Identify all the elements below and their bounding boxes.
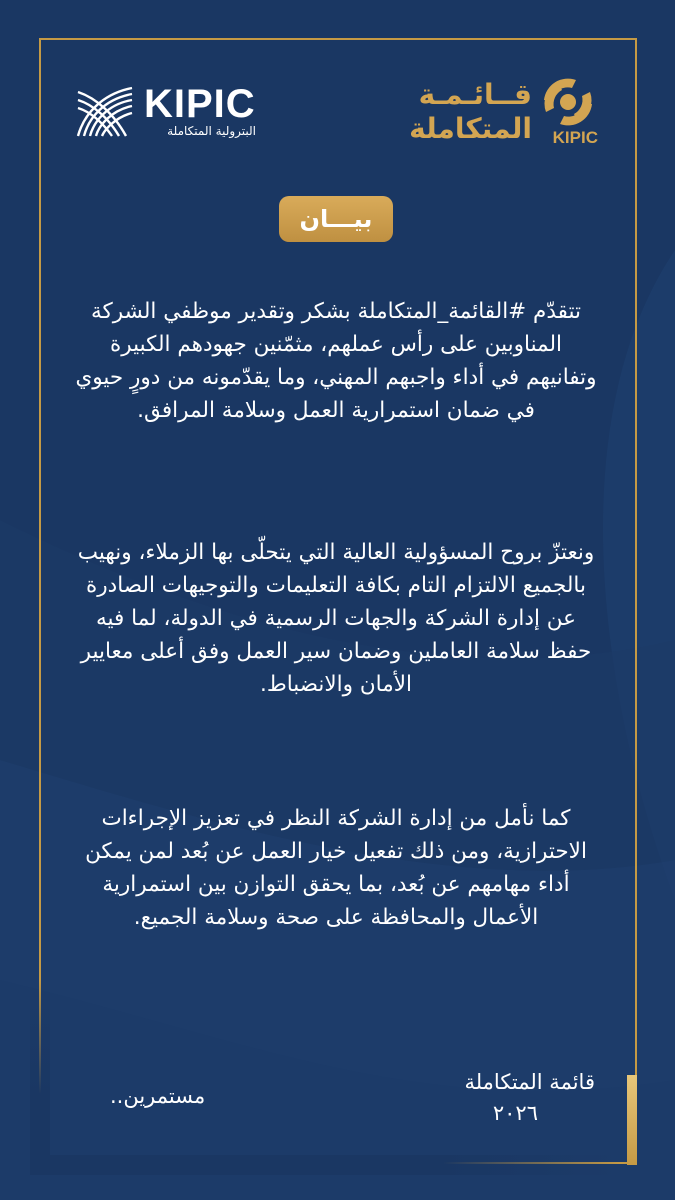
list-logo-title-2: المتكاملة <box>409 112 532 145</box>
kipic-logo <box>74 84 254 144</box>
statement-paragraph-3: كما نأمل من إدارة الشركة النظر في تعزيز الإجراءات الاحترازية، ومن ذلك تفعيل خيار العمل عن بُعد لمن يمكن أداء مهامهم عن بُعد، بما يحقق التوازن بين استمرارية الأعمال والمحافظة على صحة وسلامة الجميع. <box>85 806 587 930</box>
kipic-mesh-icon <box>74 84 136 140</box>
frame-gold-accent <box>627 1075 637 1165</box>
statement-paragraph-1: تتقدّم #القائمة_المتكاملة بشكر وتقدير موظفي الشركة المناوبين على رأس عملهم، مثمّنين جهودهم الكبيرة وتفانيهم في أداء واجبهم المهني، وما يقدّمونه من دورٍ حيوي في ضمان استمرارية العمل وسلامة المرافق. <box>75 299 597 423</box>
signature-name: قائمة المتكاملة <box>464 1070 595 1094</box>
list-logo-title-1: قــائـمـة <box>418 78 532 111</box>
statement-badge: بيـــان <box>279 196 393 242</box>
closing-text: مستمرين.. <box>110 1084 206 1108</box>
statement-paragraph-2: ونعتزّ بروح المسؤولية العالية التي يتحلّى بها الزملاء، ونهيب بالجميع الالتزام التام بكافة التعليمات والتوجيهات الصادرة عن إدارة الشركة والجهات الرسمية في الدولة، لما فيه حفظ سلامة العاملين وضمان سير العمل وفق أعلى معايير الأمان والانضباط. <box>77 540 595 697</box>
signature-year: ٢٠٢٦ <box>492 1101 538 1125</box>
kipic-wordmark: KIPIC <box>144 82 256 126</box>
list-emblem-label: KIPIC <box>552 128 598 147</box>
frame-fade-bottom <box>30 1155 620 1175</box>
integrated-list-logo <box>409 76 610 156</box>
kipic-subtitle: البترولية المتكاملة <box>167 124 256 138</box>
list-emblem-icon <box>536 78 600 130</box>
frame-fade-left <box>30 980 50 1170</box>
